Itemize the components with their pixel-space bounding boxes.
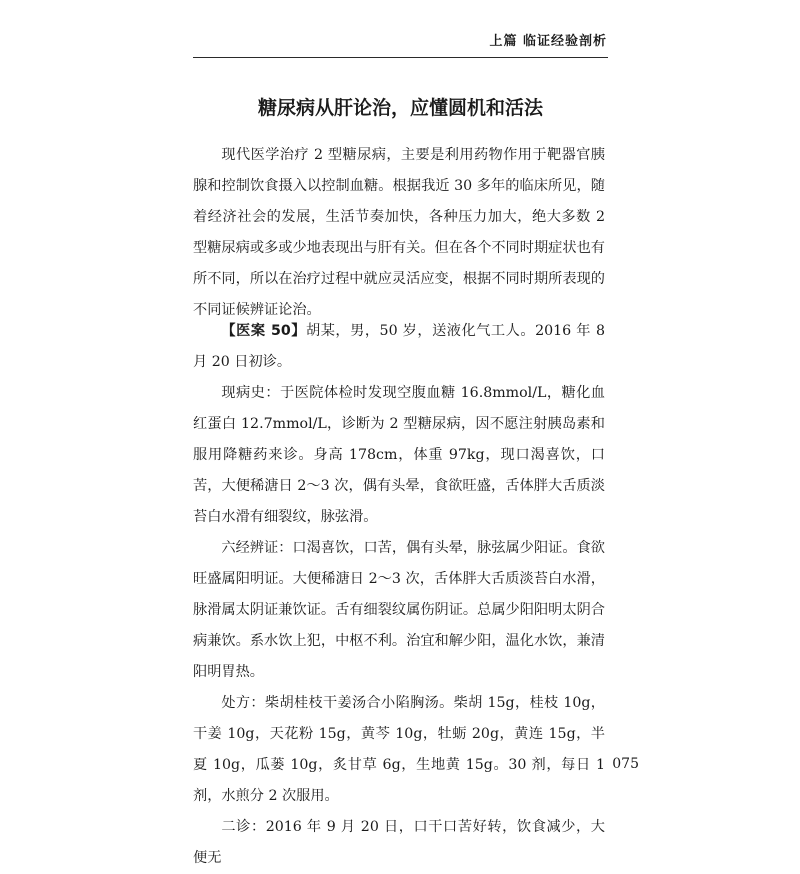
intro-paragraph: 现代医学治疗 2 型糖尿病，主要是利用药物作用于靶器官胰腺和控制饮食摄入以控制血糖。根据我近 30 多年的临床所见，随着经济社会的发展，生活节奏加快，各种压力加大，绝大多数 2 型糖尿病或多或少地表现出与肝有关。但在各个不同时期症状也有所不同，所以在治疗过程中就应灵活应变，根据不同时期所表现的不同证候辨证论治。	[193, 147, 605, 318]
intro-section	[193, 140, 605, 326]
prescription-paragraph: 处方：柴胡桂枝干姜汤合小陷胸汤。柴胡 15g，桂枝 10g，干姜 10g，天花粉 15g，黄芩 10g，牡蛎 20g，黄连 15g，半夏 10g，瓜蒌 10g，炙甘草 6g，生地黄 15g。30 剂，每日 1 剂，水煎分 2 次服用。	[193, 695, 605, 804]
header-rule	[193, 57, 608, 58]
page-number: 075	[612, 756, 639, 772]
running-head: 上篇 临证经验剖析	[489, 34, 607, 49]
article-title: 糖尿病从肝论治，应懂圆机和活法	[257, 97, 543, 119]
case-section	[193, 316, 605, 874]
case-label: 【医案 50】	[221, 323, 306, 339]
history-paragraph: 现病史：于医院体检时发现空腹血糖 16.8mmol/L，糖化血红蛋白 12.7mmol/L，诊断为 2 型糖尿病，因不愿注射胰岛素和服用降糖药来诊。身高 178cm，体重 97kg，现口渴喜饮，口苦，大便稀溏日 2～3 次，偶有头晕，食欲旺盛，舌体胖大舌质淡苔白水滑有细裂纹，脉弦滑。	[193, 385, 605, 525]
case-intro-paragraph	[193, 316, 605, 378]
second-visit-paragraph: 二诊：2016 年 9 月 20 日，口干口苦好转，饮食减少，大便无	[193, 819, 605, 866]
case-intro-text: 胡某，男，50 岁，送液化气工人。2016 年 8 月 20 日初诊。	[193, 323, 605, 370]
six-channel-paragraph: 六经辨证：口渴喜饮，口苦，偶有头晕，脉弦属少阳证。食欲旺盛属阳明证。大便稀溏日 2～3 次，舌体胖大舌质淡苔白水滑，脉滑属太阴证兼饮证。舌有细裂纹属伤阴证。总属少阳阳明太阴合病兼饮。系水饮上犯，中枢不利。治宜和解少阳，温化水饮，兼清阳明胃热。	[193, 540, 605, 680]
